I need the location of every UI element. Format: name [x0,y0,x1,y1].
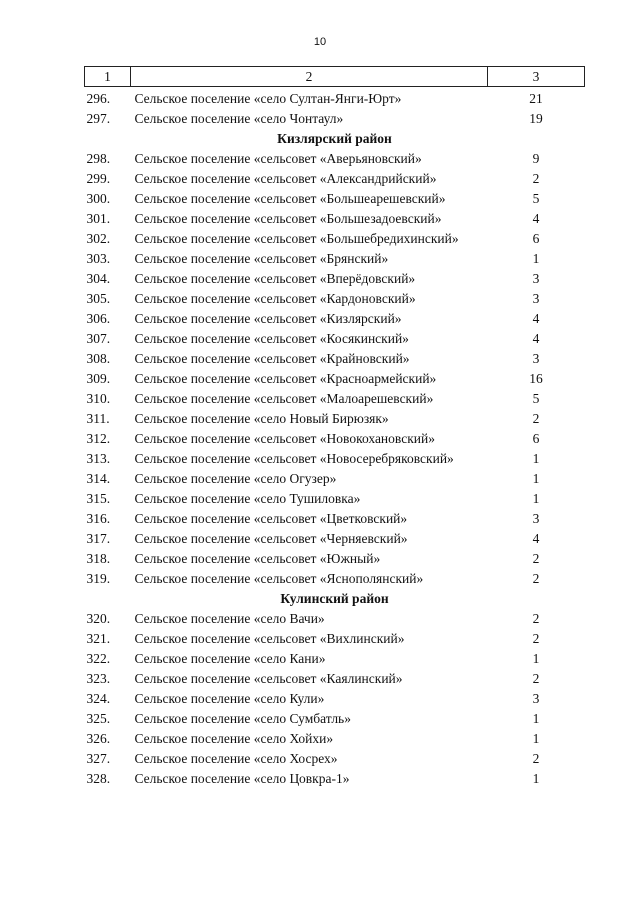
row-number: 310. [86,391,111,406]
row-number: 309. [86,371,111,386]
settlement-name: Сельское поселение «сельсовет «Большеарешевский» [134,191,446,206]
header-col-1: 1 [85,67,131,87]
row-value: 1 [532,651,540,666]
row-number: 311. [86,411,110,426]
row-number: 323. [86,671,111,686]
row-value: 1 [532,251,540,266]
row-number: 296. [86,91,111,106]
table-row [85,329,585,349]
settlement-name: Сельское поселение «сельсовет «Большебредихинский» [134,231,459,246]
table-row [85,189,585,209]
settlement-name: Сельское поселение «село Новый Бирюзяк» [134,411,389,426]
row-number: 305. [86,291,111,306]
settlement-name: Сельское поселение «сельсовет «Красноармейский» [134,371,437,386]
row-value: 3 [532,291,540,306]
row-value: 1 [532,451,540,466]
district-heading: Кулинский район [280,591,389,606]
settlement-name: Сельское поселение «село Хосрех» [134,751,338,766]
row-number: 308. [86,351,111,366]
table-row [85,229,585,249]
row-number: 316. [86,511,111,526]
settlement-name: Сельское поселение «сельсовет «Косякинский» [134,331,409,346]
table-row [85,389,585,409]
row-value: 6 [532,431,540,446]
table-row [85,509,585,529]
row-value: 2 [532,671,540,686]
row-number: 325. [86,711,111,726]
row-value: 1 [532,771,540,786]
settlement-name: Сельское поселение «сельсовет «Южный» [134,551,381,566]
table-row [85,209,585,229]
settlement-name: Сельское поселение «сельсовет «Вперёдовский» [134,271,416,286]
settlement-name: Сельское поселение «село Огузер» [134,471,337,486]
settlement-name: Сельское поселение «село Цовкра-1» [134,771,350,786]
table-row [85,769,585,789]
settlement-name: Сельское поселение «село Сумбатль» [134,711,351,726]
district-heading-row [85,589,585,609]
table-row [85,529,585,549]
table-row [85,149,585,169]
settlement-name: Сельское поселение «сельсовет «Брянский» [134,251,389,266]
settlement-name: Сельское поселение «село Тушиловка» [134,491,361,506]
row-number: 324. [86,691,111,706]
row-value: 5 [532,191,540,206]
settlement-name: Сельское поселение «село Султан-Янги-Юрт» [134,91,402,106]
district-heading-row [85,129,585,149]
settlement-name: Сельское поселение «сельсовет «Кардоновский» [134,291,416,306]
row-value: 3 [532,691,540,706]
table-row [85,689,585,709]
table-row [85,369,585,389]
settlement-name: Сельское поселение «сельсовет «Аверьяновский» [134,151,422,166]
row-number: 317. [86,531,111,546]
settlement-name: Сельское поселение «сельсовет «Новокохановский» [134,431,435,446]
row-value: 1 [532,491,540,506]
table-row [85,749,585,769]
settlement-name: Сельское поселение «сельсовет «Кизлярский» [134,311,402,326]
table-row [85,669,585,689]
row-value: 2 [532,571,540,586]
row-number: 315. [86,491,111,506]
row-number: 312. [86,431,111,446]
table-row [85,249,585,269]
table-row [85,409,585,429]
settlement-name: Сельское поселение «сельсовет «Новосеребряковский» [134,451,454,466]
table-row [85,629,585,649]
row-value: 6 [532,231,540,246]
table-row [85,449,585,469]
row-value: 1 [532,711,540,726]
row-number: 298. [86,151,111,166]
row-value: 1 [532,731,540,746]
row-number: 307. [86,331,111,346]
settlement-name: Сельское поселение «село Кани» [134,651,326,666]
settlement-name: Сельское поселение «сельсовет «Яснополянский» [134,571,424,586]
table-row [85,87,585,110]
settlement-name: Сельское поселение «сельсовет «Малоарешевский» [134,391,434,406]
table-row [85,489,585,509]
row-number: 303. [86,251,111,266]
row-value: 2 [532,411,540,426]
row-number: 297. [86,111,111,126]
row-value: 19 [529,111,543,126]
settlement-name: Сельское поселение «сельсовет «Александрийский» [134,171,437,186]
settlement-name: Сельское поселение «сельсовет «Крайновский» [134,351,410,366]
row-number: 299. [86,171,111,186]
settlement-name: Сельское поселение «сельсовет «Каялинский» [134,671,403,686]
row-number: 320. [86,611,111,626]
row-number: 306. [86,311,111,326]
settlement-name: Сельское поселение «село Хойхи» [134,731,334,746]
row-value: 3 [532,351,540,366]
table-row [85,609,585,629]
row-value: 16 [529,371,543,386]
table-header [85,67,585,87]
settlement-name: Сельское поселение «сельсовет «Черняевский» [134,531,408,546]
district-heading: Кизлярский район [277,131,392,146]
row-value: 4 [532,311,540,326]
settlement-name: Сельское поселение «село Чонтаул» [134,111,344,126]
table-row [85,469,585,489]
row-value: 3 [532,511,540,526]
row-number: 302. [86,231,111,246]
row-value: 2 [532,751,540,766]
settlement-name: Сельское поселение «сельсовет «Цветковский» [134,511,408,526]
table-body [85,87,585,790]
header-col-2: 2 [131,67,488,87]
page-number: 10 [313,36,327,48]
settlement-name: Сельское поселение «сельсовет «Вихлинский» [134,631,405,646]
row-value: 5 [532,391,540,406]
row-value: 9 [532,151,540,166]
row-number: 319. [86,571,111,586]
table-row [85,649,585,669]
table-row [85,569,585,589]
row-value: 2 [532,551,540,566]
settlement-name: Сельское поселение «село Кули» [134,691,325,706]
table-row [85,349,585,369]
settlement-name: Сельское поселение «сельсовет «Большезадоевский» [134,211,442,226]
row-value: 2 [532,611,540,626]
row-number: 318. [86,551,111,566]
row-number: 322. [86,651,111,666]
row-number: 321. [86,631,111,646]
row-value: 2 [532,171,540,186]
table-row [85,109,585,129]
row-value: 4 [532,531,540,546]
row-number: 304. [86,271,111,286]
table-row [85,729,585,749]
table-row [85,549,585,569]
settlement-name: Сельское поселение «село Вачи» [134,611,325,626]
table-row [85,429,585,449]
table-row [85,289,585,309]
row-number: 314. [86,471,111,486]
table-row [85,709,585,729]
row-value: 2 [532,631,540,646]
table-row [85,309,585,329]
row-value: 3 [532,271,540,286]
row-number: 313. [86,451,111,466]
settlements-table [84,66,585,789]
row-number: 326. [86,731,111,746]
row-number: 301. [86,211,111,226]
table-row [85,269,585,289]
row-value: 21 [529,91,543,106]
row-value: 1 [532,471,540,486]
row-number: 327. [86,751,111,766]
header-col-3: 3 [488,67,585,87]
row-number: 300. [86,191,111,206]
row-number: 328. [86,771,111,786]
row-value: 4 [532,211,540,226]
row-value: 4 [532,331,540,346]
table-row [85,169,585,189]
